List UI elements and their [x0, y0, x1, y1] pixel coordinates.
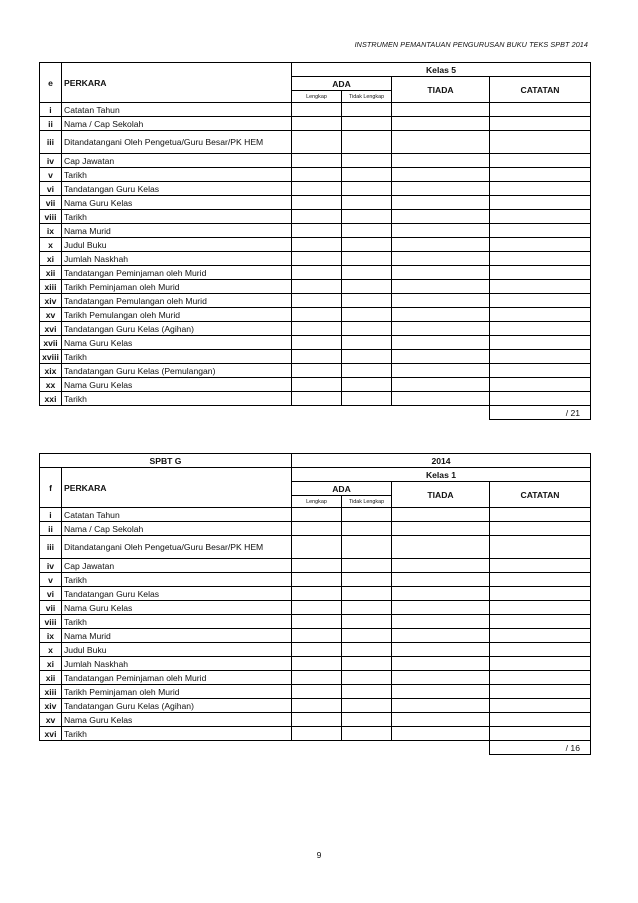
table-row [40, 364, 591, 378]
item-label: Tandatangan Pemulangan oleh Murid [62, 294, 292, 308]
item-label: Tandatangan Peminjaman oleh Murid [62, 266, 292, 280]
catatan-cell[interactable] [490, 392, 591, 406]
table-row [40, 601, 591, 615]
tiada-cell[interactable] [392, 559, 490, 573]
item-number: iv [40, 154, 62, 168]
tidak-lengkap-cell[interactable] [342, 252, 392, 266]
catatan-cell[interactable] [490, 727, 591, 741]
item-label: Tandatangan Guru Kelas (Pemulangan) [62, 364, 292, 378]
lengkap-cell[interactable] [292, 671, 342, 685]
item-number: xix [40, 364, 62, 378]
item-label: Nama Guru Kelas [62, 378, 292, 392]
lengkap-header: Lengkap [292, 496, 342, 508]
item-number: ii [40, 117, 62, 131]
item-label: Jumlah Naskhah [62, 657, 292, 671]
tidak-lengkap-cell[interactable] [342, 629, 392, 643]
item-number: xv [40, 713, 62, 727]
tiada-cell[interactable] [392, 266, 490, 280]
catatan-cell[interactable] [490, 522, 591, 536]
tidak-lengkap-cell[interactable] [342, 280, 392, 294]
item-label: Jumlah Naskhah [62, 252, 292, 266]
tidak-lengkap-cell[interactable] [342, 392, 392, 406]
item-number: viii [40, 210, 62, 224]
item-label: Nama / Cap Sekolah [62, 522, 292, 536]
tidak-lengkap-cell[interactable] [342, 685, 392, 699]
tiada-cell[interactable] [392, 280, 490, 294]
lengkap-cell[interactable] [292, 336, 342, 350]
item-label: Nama Murid [62, 629, 292, 643]
item-label: Tarikh [62, 727, 292, 741]
tidak-lengkap-cell[interactable] [342, 196, 392, 210]
lengkap-cell[interactable] [292, 601, 342, 615]
tidak-lengkap-cell[interactable] [342, 308, 392, 322]
item-number: ii [40, 522, 62, 536]
table-row [40, 280, 591, 294]
item-number: iii [40, 536, 62, 559]
item-number: v [40, 168, 62, 182]
tidak-lengkap-cell[interactable] [342, 587, 392, 601]
item-number: xii [40, 671, 62, 685]
item-number: xi [40, 252, 62, 266]
item-label: Tarikh [62, 615, 292, 629]
tiada-cell[interactable] [392, 308, 490, 322]
catatan-cell[interactable] [490, 224, 591, 238]
catatan-cell[interactable] [490, 238, 591, 252]
catatan-cell[interactable] [490, 364, 591, 378]
tiada-cell[interactable] [392, 508, 490, 522]
lengkap-cell[interactable] [292, 182, 342, 196]
lengkap-cell[interactable] [292, 168, 342, 182]
tiada-cell[interactable] [392, 713, 490, 727]
item-label: Tarikh Peminjaman oleh Murid [62, 280, 292, 294]
catatan-cell[interactable] [490, 629, 591, 643]
tiada-cell[interactable] [392, 601, 490, 615]
item-label: Judul Buku [62, 643, 292, 657]
table-row [40, 392, 591, 406]
tiada-cell[interactable] [392, 587, 490, 601]
lengkap-cell[interactable] [292, 238, 342, 252]
lengkap-cell[interactable] [292, 322, 342, 336]
item-number: vi [40, 587, 62, 601]
table-row [40, 196, 591, 210]
tidak-lengkap-cell[interactable] [342, 699, 392, 713]
item-label: Tarikh [62, 350, 292, 364]
tiada-cell[interactable] [392, 224, 490, 238]
tidak-lengkap-cell[interactable] [342, 266, 392, 280]
lengkap-cell[interactable] [292, 350, 342, 364]
item-number: xii [40, 266, 62, 280]
catatan-cell[interactable] [490, 294, 591, 308]
table-row [40, 182, 591, 196]
item-label: Tandatangan Guru Kelas (Agihan) [62, 322, 292, 336]
tidak-lengkap-cell[interactable] [342, 322, 392, 336]
item-number: xiii [40, 280, 62, 294]
catatan-cell[interactable] [490, 210, 591, 224]
tiada-cell[interactable] [392, 336, 490, 350]
document-header: INSTRUMEN PEMANTAUAN PENGURUSAN BUKU TEKS SPBT 2014 [354, 40, 588, 49]
item-label: Nama Guru Kelas [62, 336, 292, 350]
score-cell: / 21 [490, 406, 591, 420]
catatan-cell[interactable] [490, 699, 591, 713]
tiada-cell[interactable] [392, 629, 490, 643]
catatan-cell[interactable] [490, 350, 591, 364]
tiada-cell[interactable] [392, 196, 490, 210]
catatan-cell[interactable] [490, 643, 591, 657]
item-number: xx [40, 378, 62, 392]
lengkap-cell[interactable] [292, 117, 342, 131]
catatan-cell[interactable] [490, 685, 591, 699]
tiada-header: TIADA [392, 77, 490, 103]
item-label: Tandatangan Peminjaman oleh Murid [62, 671, 292, 685]
item-number: vi [40, 182, 62, 196]
table-row [40, 657, 591, 671]
tidak-lengkap-cell[interactable] [342, 522, 392, 536]
catatan-cell[interactable] [490, 182, 591, 196]
lengkap-cell[interactable] [292, 727, 342, 741]
lengkap-cell[interactable] [292, 294, 342, 308]
tidak-lengkap-cell[interactable] [342, 117, 392, 131]
tiada-cell[interactable] [392, 522, 490, 536]
lengkap-cell[interactable] [292, 378, 342, 392]
lengkap-cell[interactable] [292, 196, 342, 210]
table-row [40, 699, 591, 713]
tidak-lengkap-cell[interactable] [342, 364, 392, 378]
table-row [40, 615, 591, 629]
item-number: xv [40, 308, 62, 322]
section-f-table [39, 453, 591, 755]
tidak-lengkap-cell[interactable] [342, 154, 392, 168]
item-label: Tandatangan Guru Kelas [62, 182, 292, 196]
lengkap-header: Lengkap [292, 91, 342, 103]
tiada-cell[interactable] [392, 154, 490, 168]
table-row [40, 378, 591, 392]
tiada-cell[interactable] [392, 685, 490, 699]
catatan-cell[interactable] [490, 559, 591, 573]
tiada-cell[interactable] [392, 727, 490, 741]
tiada-cell[interactable] [392, 103, 490, 117]
lengkap-cell[interactable] [292, 685, 342, 699]
catatan-cell[interactable] [490, 378, 591, 392]
item-number: viii [40, 615, 62, 629]
item-label: Tarikh [62, 210, 292, 224]
item-number: x [40, 643, 62, 657]
catatan-cell[interactable] [490, 671, 591, 685]
item-label: Nama Murid [62, 224, 292, 238]
tiada-cell[interactable] [392, 238, 490, 252]
tidak-lengkap-cell[interactable] [342, 168, 392, 182]
section-code: f [40, 468, 62, 508]
catatan-cell[interactable] [490, 336, 591, 350]
table-row [40, 685, 591, 699]
tidak-lengkap-cell[interactable] [342, 671, 392, 685]
table-row [40, 103, 591, 117]
tiada-cell[interactable] [392, 252, 490, 266]
tiada-cell[interactable] [392, 322, 490, 336]
tiada-cell[interactable] [392, 131, 490, 154]
tiada-cell[interactable] [392, 364, 490, 378]
lengkap-cell[interactable] [292, 308, 342, 322]
catatan-cell[interactable] [490, 615, 591, 629]
catatan-cell[interactable] [490, 252, 591, 266]
tidak-lengkap-header: Tidak Lengkap [342, 496, 392, 508]
item-label: Nama Guru Kelas [62, 601, 292, 615]
spbt-title: SPBT G [40, 454, 292, 468]
tidak-lengkap-cell[interactable] [342, 713, 392, 727]
perkara-header: PERKARA [62, 468, 292, 508]
lengkap-cell[interactable] [292, 252, 342, 266]
tiada-header: TIADA [392, 482, 490, 508]
tiada-cell[interactable] [392, 671, 490, 685]
lengkap-cell[interactable] [292, 587, 342, 601]
table-row [40, 350, 591, 364]
table-row [40, 573, 591, 587]
table-row [40, 322, 591, 336]
tidak-lengkap-cell[interactable] [342, 131, 392, 154]
item-number: x [40, 238, 62, 252]
item-label: Tarikh [62, 573, 292, 587]
catatan-cell[interactable] [490, 196, 591, 210]
item-label: Nama Guru Kelas [62, 713, 292, 727]
lengkap-cell[interactable] [292, 559, 342, 573]
tidak-lengkap-cell[interactable] [342, 536, 392, 559]
tiada-cell[interactable] [392, 657, 490, 671]
catatan-cell[interactable] [490, 308, 591, 322]
tidak-lengkap-cell[interactable] [342, 508, 392, 522]
lengkap-cell[interactable] [292, 280, 342, 294]
lengkap-cell[interactable] [292, 392, 342, 406]
catatan-cell[interactable] [490, 131, 591, 154]
catatan-cell[interactable] [490, 508, 591, 522]
tidak-lengkap-cell[interactable] [342, 210, 392, 224]
tiada-cell[interactable] [392, 117, 490, 131]
tidak-lengkap-cell[interactable] [342, 378, 392, 392]
table-row [40, 559, 591, 573]
table-row [40, 294, 591, 308]
catatan-cell[interactable] [490, 713, 591, 727]
lengkap-cell[interactable] [292, 573, 342, 587]
tidak-lengkap-cell[interactable] [342, 727, 392, 741]
tiada-cell[interactable] [392, 536, 490, 559]
kelas-header: Kelas 5 [292, 63, 591, 77]
item-number: xvi [40, 727, 62, 741]
table-row [40, 727, 591, 741]
item-number: v [40, 573, 62, 587]
table-row [40, 168, 591, 182]
item-number: ix [40, 224, 62, 238]
table-row [40, 536, 591, 559]
item-label: Tarikh Peminjaman oleh Murid [62, 685, 292, 699]
tidak-lengkap-cell[interactable] [342, 615, 392, 629]
tiada-cell[interactable] [392, 350, 490, 364]
tiada-cell[interactable] [392, 615, 490, 629]
catatan-header: CATATAN [490, 77, 591, 103]
table-row [40, 508, 591, 522]
table-row [40, 629, 591, 643]
tiada-cell[interactable] [392, 699, 490, 713]
lengkap-cell[interactable] [292, 224, 342, 238]
catatan-cell[interactable] [490, 657, 591, 671]
ada-header: ADA [292, 482, 392, 496]
tidak-lengkap-cell[interactable] [342, 657, 392, 671]
tiada-cell[interactable] [392, 294, 490, 308]
item-label: Judul Buku [62, 238, 292, 252]
catatan-cell[interactable] [490, 280, 591, 294]
kelas-header: Kelas 1 [292, 468, 591, 482]
tiada-cell[interactable] [392, 573, 490, 587]
table-row [40, 224, 591, 238]
tiada-cell[interactable] [392, 643, 490, 657]
item-label: Tandatangan Guru Kelas [62, 587, 292, 601]
table-row [40, 266, 591, 280]
lengkap-cell[interactable] [292, 699, 342, 713]
score-cell: / 16 [490, 741, 591, 755]
year-header: 2014 [292, 454, 591, 468]
tidak-lengkap-cell[interactable] [342, 238, 392, 252]
ada-header: ADA [292, 77, 392, 91]
item-number: vii [40, 601, 62, 615]
item-number: vii [40, 196, 62, 210]
tiada-cell[interactable] [392, 210, 490, 224]
section-code: e [40, 63, 62, 103]
lengkap-cell[interactable] [292, 536, 342, 559]
tidak-lengkap-cell[interactable] [342, 103, 392, 117]
catatan-cell[interactable] [490, 601, 591, 615]
tidak-lengkap-cell[interactable] [342, 601, 392, 615]
catatan-cell[interactable] [490, 103, 591, 117]
item-number: xvii [40, 336, 62, 350]
item-label: Ditandatangani Oleh Pengetua/Guru Besar/PK HEM [62, 536, 292, 559]
tidak-lengkap-header: Tidak Lengkap [342, 91, 392, 103]
table-row [40, 252, 591, 266]
item-label: Tandatangan Guru Kelas (Agihan) [62, 699, 292, 713]
lengkap-cell[interactable] [292, 643, 342, 657]
tidak-lengkap-cell[interactable] [342, 643, 392, 657]
table-row [40, 522, 591, 536]
catatan-cell[interactable] [490, 536, 591, 559]
catatan-cell[interactable] [490, 168, 591, 182]
lengkap-cell[interactable] [292, 210, 342, 224]
tidak-lengkap-cell[interactable] [342, 350, 392, 364]
table-row [40, 336, 591, 350]
table-row [40, 238, 591, 252]
item-number: i [40, 508, 62, 522]
lengkap-cell[interactable] [292, 713, 342, 727]
lengkap-cell[interactable] [292, 103, 342, 117]
catatan-cell[interactable] [490, 587, 591, 601]
item-number: iv [40, 559, 62, 573]
item-label: Tarikh Pemulangan oleh Murid [62, 308, 292, 322]
item-number: xiv [40, 699, 62, 713]
tiada-cell[interactable] [392, 182, 490, 196]
lengkap-cell[interactable] [292, 364, 342, 378]
catatan-cell[interactable] [490, 322, 591, 336]
item-number: xvi [40, 322, 62, 336]
page-number: 9 [316, 850, 322, 860]
table-row [40, 210, 591, 224]
item-number: xxi [40, 392, 62, 406]
lengkap-cell[interactable] [292, 266, 342, 280]
catatan-cell[interactable] [490, 573, 591, 587]
item-label: Nama Guru Kelas [62, 196, 292, 210]
item-label: Tarikh [62, 392, 292, 406]
catatan-cell[interactable] [490, 117, 591, 131]
item-number: xviii [40, 350, 62, 364]
lengkap-cell[interactable] [292, 657, 342, 671]
table-row [40, 154, 591, 168]
section-e-table [39, 62, 591, 420]
item-label: Nama / Cap Sekolah [62, 117, 292, 131]
tidak-lengkap-cell[interactable] [342, 294, 392, 308]
item-number: iii [40, 131, 62, 154]
item-number: i [40, 103, 62, 117]
table-row [40, 713, 591, 727]
lengkap-cell[interactable] [292, 522, 342, 536]
item-label: Ditandatangani Oleh Pengetua/Guru Besar/PK HEM [62, 131, 292, 154]
item-label: Cap Jawatan [62, 559, 292, 573]
item-number: xi [40, 657, 62, 671]
tiada-cell[interactable] [392, 378, 490, 392]
item-label: Tarikh [62, 168, 292, 182]
lengkap-cell[interactable] [292, 629, 342, 643]
lengkap-cell[interactable] [292, 615, 342, 629]
table-row [40, 643, 591, 657]
tidak-lengkap-cell[interactable] [342, 559, 392, 573]
tidak-lengkap-cell[interactable] [342, 573, 392, 587]
item-label: Catatan Tahun [62, 508, 292, 522]
item-number: xiv [40, 294, 62, 308]
table-row [40, 671, 591, 685]
item-label: Catatan Tahun [62, 103, 292, 117]
lengkap-cell[interactable] [292, 131, 342, 154]
catatan-header: CATATAN [490, 482, 591, 508]
table-row [40, 308, 591, 322]
table-row [40, 131, 591, 154]
lengkap-cell[interactable] [292, 508, 342, 522]
catatan-cell[interactable] [490, 154, 591, 168]
lengkap-cell[interactable] [292, 154, 342, 168]
table-row [40, 587, 591, 601]
tidak-lengkap-cell[interactable] [342, 336, 392, 350]
table-row [40, 117, 591, 131]
tiada-cell[interactable] [392, 168, 490, 182]
tiada-cell[interactable] [392, 392, 490, 406]
tidak-lengkap-cell[interactable] [342, 182, 392, 196]
item-number: xiii [40, 685, 62, 699]
tidak-lengkap-cell[interactable] [342, 224, 392, 238]
perkara-header: PERKARA [62, 63, 292, 103]
item-label: Cap Jawatan [62, 154, 292, 168]
catatan-cell[interactable] [490, 266, 591, 280]
item-number: ix [40, 629, 62, 643]
